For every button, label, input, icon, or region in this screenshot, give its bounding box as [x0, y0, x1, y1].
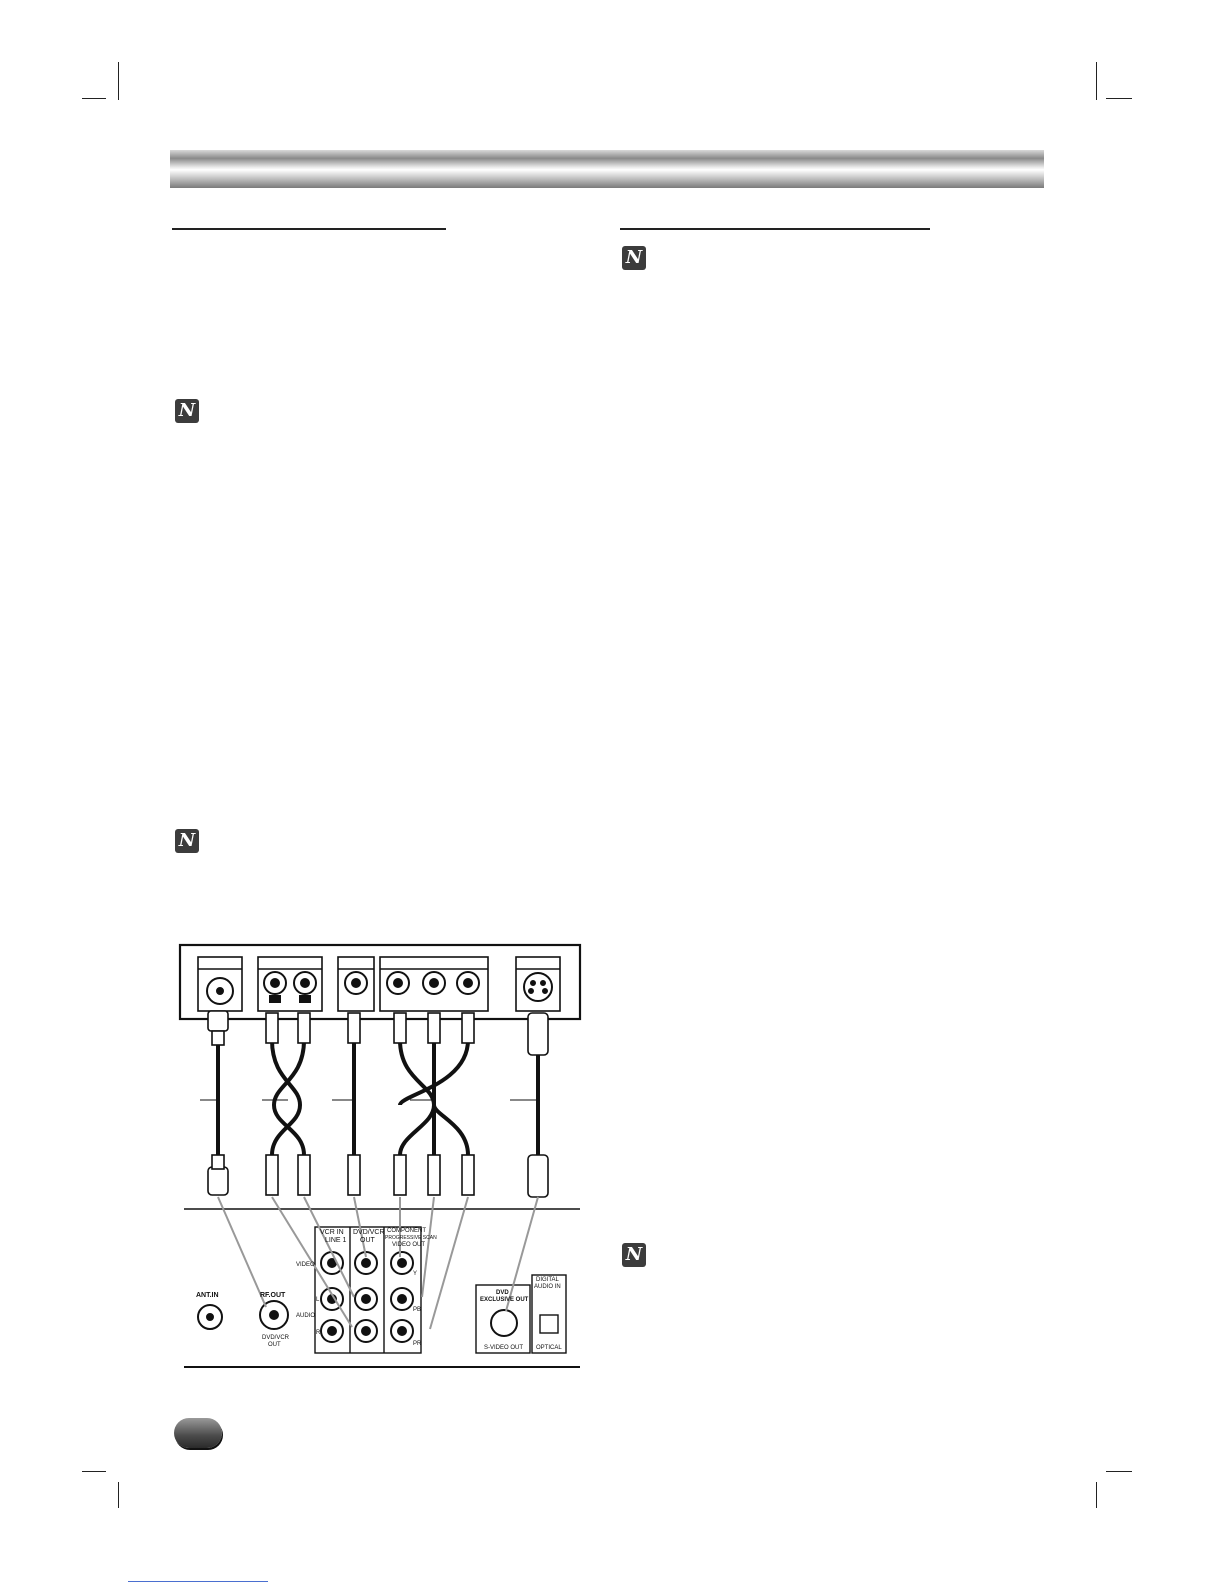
svg-text:OUT: OUT: [268, 1342, 281, 1348]
section-title-bar: [170, 150, 1044, 188]
connection-diagram: [170, 935, 590, 1375]
cables: [218, 1040, 538, 1165]
dvd-exclusive-out-label: DVD: [496, 1290, 509, 1296]
ant-in-label: ANT.IN: [196, 1292, 219, 1299]
link-underline: [128, 1581, 268, 1582]
note-icon: N: [622, 1243, 646, 1267]
right-section-rule: [620, 228, 930, 230]
note-icon: N: [175, 829, 199, 853]
crop-mark: [1106, 1471, 1132, 1472]
note-icon: N: [622, 246, 646, 270]
crop-mark: [82, 98, 106, 99]
svg-text:EXCLUSIVE OUT: EXCLUSIVE OUT: [480, 1297, 529, 1303]
dvd-vcr-out-label: DVD/VCR: [353, 1229, 385, 1236]
page-number-tab: [174, 1418, 222, 1448]
rf-out-label: RF.OUT: [260, 1292, 286, 1299]
crop-mark: [1096, 62, 1097, 100]
left-label: L: [316, 1297, 320, 1303]
tv-rear-panel: [180, 945, 580, 1019]
crop-mark: [118, 1482, 119, 1508]
crop-mark: [118, 62, 119, 100]
svg-text:VIDEO OUT: VIDEO OUT: [392, 1242, 426, 1248]
svg-text:AUDIO IN: AUDIO IN: [534, 1284, 561, 1290]
pb-label: PB: [413, 1307, 422, 1313]
pr-label: PR: [413, 1341, 422, 1347]
audio-label: AUDIO: [296, 1313, 316, 1319]
crop-mark: [1096, 1482, 1097, 1508]
s-video-out-label: S-VIDEO OUT: [484, 1345, 524, 1351]
note-icon: N: [175, 399, 199, 423]
cable-plugs: [208, 1011, 548, 1197]
right-label: R: [316, 1330, 321, 1336]
svg-text:LINE 1: LINE 1: [325, 1237, 347, 1244]
svg-text:PROGRESSIVE SCAN: PROGRESSIVE SCAN: [385, 1235, 437, 1241]
crop-mark: [82, 1471, 106, 1472]
video-label: VIDEO: [296, 1262, 315, 1268]
crop-mark: [1106, 98, 1132, 99]
optical-label: OPTICAL: [536, 1345, 562, 1351]
y-label: Y: [413, 1271, 418, 1277]
digital-audio-in-label: DIGITAL: [536, 1277, 559, 1283]
dvd-vcr-out-bottom-label: DVD/VCR: [262, 1335, 290, 1341]
recorder-jacks: [198, 1252, 517, 1342]
svg-text:OUT: OUT: [360, 1237, 375, 1244]
left-section-rule: [172, 228, 446, 230]
vcr-in-line1-label: VCR IN: [320, 1229, 344, 1236]
component-label: COMPONENT: [387, 1228, 426, 1234]
